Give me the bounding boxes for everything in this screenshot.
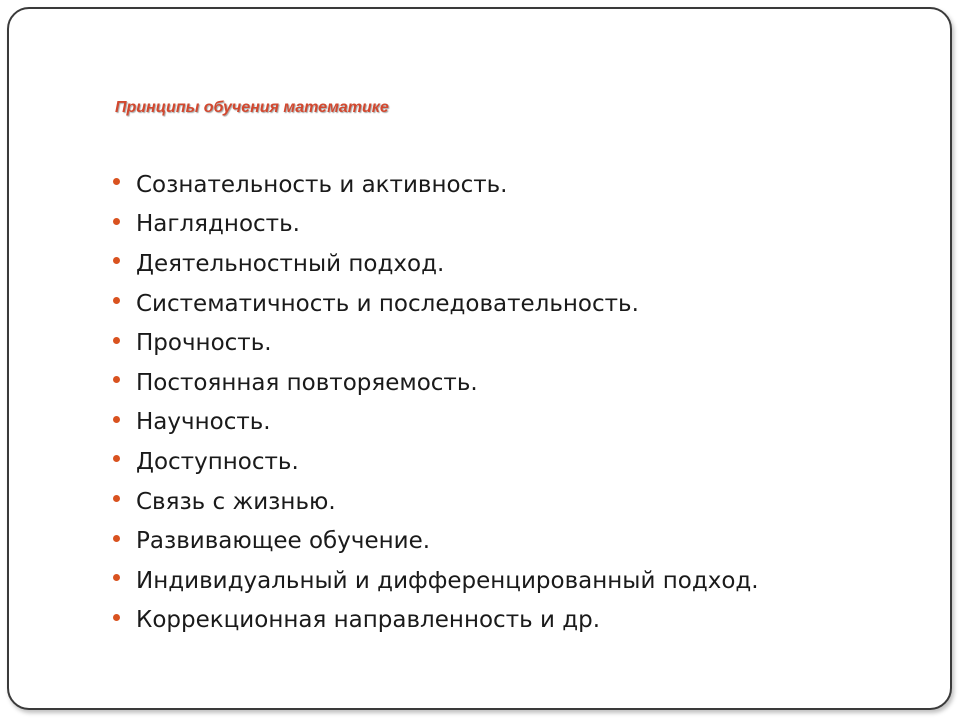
list-item-text: Индивидуальный и дифференцированный подход.	[136, 567, 759, 594]
list-item-text: Научность.	[136, 409, 271, 436]
bullet-icon	[113, 574, 120, 581]
bullet-icon	[113, 178, 120, 185]
list-item	[113, 284, 759, 324]
bullet-icon	[113, 257, 120, 264]
list-item	[113, 323, 759, 363]
bullet-icon	[113, 455, 120, 462]
bullet-icon	[113, 614, 120, 621]
list-item	[113, 482, 759, 522]
bullet-icon	[113, 337, 120, 344]
list-item	[113, 561, 759, 601]
list-item-text: Доступность.	[136, 448, 299, 475]
list-item-text: Сознательность и активность.	[136, 171, 508, 198]
list-item	[113, 205, 759, 245]
slide-frame	[7, 7, 952, 710]
list-item-text: Развивающее обучение.	[136, 528, 431, 555]
bullet-icon	[113, 297, 120, 304]
list-item	[113, 521, 759, 561]
list-item	[113, 601, 759, 641]
bullet-list	[113, 165, 759, 640]
list-item-text: Связь с жизнью.	[136, 488, 336, 515]
bullet-icon	[113, 495, 120, 502]
list-item-text: Постоянная повторяемость.	[136, 369, 478, 396]
list-item-text: Коррекционная направленность и др.	[136, 607, 601, 634]
list-item	[113, 244, 759, 284]
list-item	[113, 403, 759, 443]
list-item	[113, 165, 759, 205]
bullet-icon	[113, 376, 120, 383]
list-item-text: Деятельностный подход.	[136, 250, 445, 277]
list-item	[113, 442, 759, 482]
bullet-icon	[113, 218, 120, 225]
list-item-text: Наглядность.	[136, 211, 300, 238]
list-item-text: Систематичность и последовательность.	[136, 290, 639, 317]
slide-title: Принципы обучения математике	[115, 99, 389, 116]
bullet-icon	[113, 535, 120, 542]
list-item	[113, 363, 759, 403]
list-item-text: Прочность.	[136, 330, 272, 357]
bullet-icon	[113, 416, 120, 423]
